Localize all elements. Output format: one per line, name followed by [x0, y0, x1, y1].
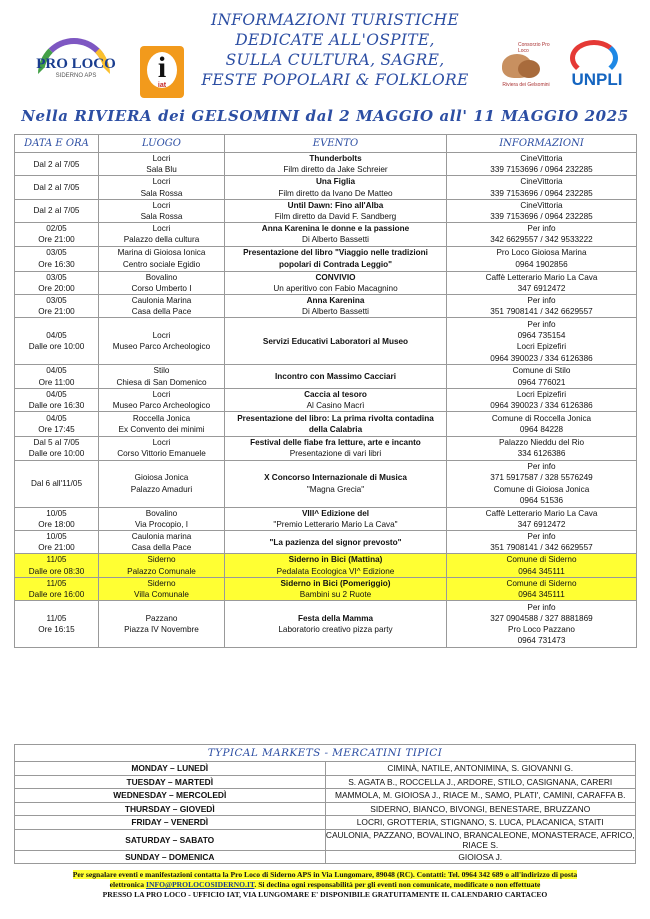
- event-title-cell-line: Festa della Mamma: [297, 614, 374, 624]
- iat-letter: i: [157, 51, 167, 84]
- market-day: FRIDAY – VENERDÌ: [15, 816, 326, 830]
- event-title-cell: [225, 388, 447, 411]
- event-info-cell: [447, 271, 637, 294]
- event-date-cell-line: Ore 18:00: [38, 519, 75, 529]
- unpli-logo-text: UNPLI: [571, 70, 623, 89]
- event-row: [15, 531, 637, 554]
- event-title-cell-line: Caccia al tesoro: [304, 389, 367, 399]
- event-date-cell-line: Dal 2 al 7/05: [33, 159, 80, 169]
- footer-disclaimer: . Si declina ogni responsabilità per gli eventi non comunicate, modificate o non effettuate: [254, 880, 541, 889]
- event-place-cell: [99, 460, 225, 507]
- event-info-cell: [447, 554, 637, 577]
- event-row: [15, 176, 637, 199]
- event-info-cell: [447, 295, 637, 318]
- event-date-cell: [15, 271, 99, 294]
- event-info-cell-line: 0964 735154: [517, 331, 566, 341]
- event-info-cell-line: 0964 390023 / 334 6126386: [490, 353, 593, 363]
- event-date-cell: [15, 388, 99, 411]
- event-row: [15, 223, 637, 246]
- event-title-cell-line: Laboratorio creativo pizza party: [278, 625, 393, 635]
- market-day: TUESDAY – MARTEDÌ: [15, 775, 326, 789]
- market-row: [15, 775, 636, 789]
- header: [14, 10, 636, 102]
- event-title-cell-line: "La pazienza del signor prevosto": [269, 537, 402, 547]
- event-row: [15, 318, 637, 365]
- event-date-cell: [15, 437, 99, 460]
- event-place-cell: [99, 365, 225, 388]
- event-place-cell-line: Sala Rossa: [140, 188, 183, 198]
- event-info-cell-line: Comune di Siderno: [506, 578, 577, 588]
- event-row: [15, 577, 637, 600]
- event-row: [15, 199, 637, 222]
- column-header-info: INFORMAZIONI: [447, 135, 637, 153]
- event-info-cell-line: Caffè Letterario Mario La Cava: [485, 272, 598, 282]
- subtitle: Nella RIVIERA dei GELSOMINI dal 2 MAGGIO all' 11 MAGGIO 2025: [21, 107, 629, 125]
- event-date-cell-line: 10/05: [46, 508, 67, 518]
- event-place-cell-line: Museo Parco Archeologico: [112, 342, 211, 352]
- event-info-cell-line: Comune di Roccella Jonica: [491, 414, 592, 424]
- event-title-cell-line: "Magna Grecia": [306, 484, 365, 494]
- footer-email-link[interactable]: INFO@PROLOCOSIDERNO.IT: [146, 880, 255, 889]
- event-place-cell-line: Palazzo Amaduri: [130, 484, 193, 494]
- event-info-cell-line: 342 6629557 / 342 9533222: [490, 235, 593, 245]
- event-info-cell-line: 0964 776021: [517, 377, 566, 387]
- footer: [28, 870, 622, 900]
- event-info-cell-line: 0964 51536: [519, 495, 564, 505]
- event-date-cell: [15, 554, 99, 577]
- event-date-cell-line: 04/05: [46, 331, 67, 341]
- event-date-cell-line: 04/05: [46, 366, 67, 376]
- event-title-cell-line: Siderno in Bici (Mattina): [288, 555, 383, 565]
- event-info-cell-line: 0964 1902856: [515, 259, 568, 269]
- event-title-cell-line: Festival delle fiabe fra letture, arte e incanto: [250, 438, 421, 448]
- event-place-cell-line: Bovalino: [145, 508, 178, 518]
- event-title-cell-line: Servizi Educativi Laboratori al Museo: [262, 336, 409, 346]
- event-date-cell-line: 11/05: [46, 578, 67, 588]
- event-info-cell-line: Locri Epizefiri: [516, 342, 567, 352]
- event-info-cell: [447, 437, 637, 460]
- event-info-cell: [447, 153, 637, 176]
- event-info-cell-line: 0964 84228: [519, 425, 564, 435]
- event-place-cell-line: Locri: [152, 224, 171, 234]
- event-place-cell: [99, 388, 225, 411]
- event-date-cell: [15, 318, 99, 365]
- event-place-cell-line: Sala Rossa: [140, 212, 183, 222]
- event-date-cell-line: Dal 6 all'11/05: [30, 479, 83, 489]
- event-place-cell-line: Palazzo della cultura: [123, 235, 200, 245]
- event-info-cell: [447, 223, 637, 246]
- event-date-cell-line: Dalle ore 16:30: [28, 401, 85, 411]
- title-line: DEDICATE ALL'OSPITE,: [235, 31, 435, 49]
- event-info-cell-line: Comune di Siderno: [506, 555, 577, 565]
- event-place-cell-line: Roccella Jonica: [132, 414, 191, 424]
- event-info-cell-line: Comune di Gioiosa Jonica: [493, 484, 590, 494]
- event-place-cell: [99, 437, 225, 460]
- event-info-cell: [447, 507, 637, 530]
- event-place-cell-line: Pazzano: [145, 614, 178, 624]
- market-day: SATURDAY – SABATO: [15, 829, 326, 850]
- event-info-cell: [447, 246, 637, 271]
- event-place-cell: [99, 601, 225, 648]
- event-title-cell-line: Di Alberto Bassetti: [302, 235, 369, 245]
- event-place-cell: [99, 295, 225, 318]
- event-info-cell-line: Comune di Stilo: [512, 366, 571, 376]
- event-row: [15, 437, 637, 460]
- event-place-cell: [99, 531, 225, 554]
- event-place-cell-line: Marina di Gioiosa Ionica: [117, 248, 206, 258]
- event-row: [15, 271, 637, 294]
- event-info-cell-line: Per info: [527, 224, 556, 234]
- event-title-cell-line: Siderno in Bici (Pomeriggio): [280, 578, 391, 588]
- market-places: S. AGATA B., ROCCELLA J., ARDORE, STILO, CASIGNANA, CARERI: [325, 775, 636, 789]
- event-date-cell: [15, 295, 99, 318]
- event-info-cell-line: Per info: [527, 532, 556, 542]
- event-info-cell: [447, 531, 637, 554]
- event-date-cell-line: 11/05: [46, 555, 67, 565]
- event-place-cell-line: Locri: [152, 389, 171, 399]
- riviera-logo-bottom-text: Riviera dei Gelsomini: [502, 82, 550, 88]
- event-info-cell: [447, 388, 637, 411]
- event-info-cell-line: Palazzo Nieddu del Rio: [498, 438, 585, 448]
- event-date-cell: [15, 199, 99, 222]
- event-place-cell-line: Gioiosa Jonica: [134, 473, 189, 483]
- event-date-cell-line: Dal 5 al 7/05: [33, 438, 80, 448]
- event-date-cell-line: Ore 11:00: [38, 377, 75, 387]
- event-date-cell: [15, 577, 99, 600]
- event-info-cell-line: 334 6126386: [517, 449, 566, 459]
- market-row: [15, 829, 636, 850]
- market-day: WEDNESDAY – MERCOLEDÌ: [15, 789, 326, 803]
- event-info-cell-line: 351 7908141 / 342 6629557: [490, 307, 593, 317]
- event-info-cell-line: 0964 731473: [517, 636, 566, 646]
- event-place-cell-line: Corso Umberto I: [131, 283, 192, 293]
- proloco-logo: [28, 36, 122, 86]
- event-title-cell-line: Presentazione del libro: La prima rivolta contadina della Calabria: [237, 414, 434, 435]
- event-title-cell: [225, 176, 447, 199]
- event-place-cell: [99, 271, 225, 294]
- event-place-cell-line: Locri: [152, 438, 171, 448]
- event-date-cell-line: 03/05: [46, 272, 67, 282]
- event-title-cell-line: Presentazione di vari libri: [289, 449, 382, 459]
- event-info-cell-line: 339 7153696 / 0964 232285: [490, 188, 593, 198]
- title-line: FESTE POPOLARI & FOLKLORE: [201, 71, 469, 89]
- event-row: [15, 295, 637, 318]
- market-row: [15, 762, 636, 776]
- event-place-cell: [99, 153, 225, 176]
- event-place-cell-line: Casa della Pace: [131, 543, 192, 553]
- event-title-cell: [225, 531, 447, 554]
- event-title-cell-line: Una Figlia: [315, 177, 356, 187]
- event-title-cell-line: VIII^ Edizione del: [301, 508, 370, 518]
- event-date-cell-line: Dalle ore 10:00: [28, 449, 85, 459]
- event-row: [15, 601, 637, 648]
- event-date-cell-line: Ore 20:00: [38, 283, 75, 293]
- markets-table: [14, 744, 636, 864]
- event-title-cell: [225, 601, 447, 648]
- event-date-cell: [15, 223, 99, 246]
- event-title-cell: [225, 153, 447, 176]
- event-title-cell-line: Film diretto da Jake Schreier: [283, 165, 388, 175]
- riviera-logo: [498, 40, 554, 94]
- column-header-date: DATA E ORA: [15, 135, 99, 153]
- event-title-cell: [225, 412, 447, 437]
- event-title-cell: [225, 460, 447, 507]
- title-line: SULLA CULTURA, SAGRE,: [225, 51, 445, 69]
- event-info-cell: [447, 601, 637, 648]
- event-date-cell-line: Dalle ore 16:00: [28, 590, 85, 600]
- event-title-cell-line: Bambini su 2 Ruote: [299, 590, 372, 600]
- event-place-cell: [99, 176, 225, 199]
- event-title-cell-line: "Premio Letterario Mario La Cava": [273, 519, 398, 529]
- event-title-cell-line: Film diretto da Ivano De Matteo: [278, 188, 393, 198]
- event-date-cell: [15, 412, 99, 437]
- event-info-cell-line: CineVittoria: [520, 154, 563, 163]
- market-day: SUNDAY – DOMENICA: [15, 850, 326, 864]
- proloco-logo-caption: SIDERNO APS: [55, 73, 97, 79]
- event-date-cell-line: Dal 2 al 7/05: [33, 183, 80, 192]
- event-date-cell: [15, 246, 99, 271]
- event-title-cell: [225, 554, 447, 577]
- event-info-cell-line: CineVittoria: [520, 177, 563, 187]
- event-place-cell-line: Via Procopio, I: [134, 519, 189, 529]
- event-info-cell-line: 0964 390023 / 334 6126386: [490, 401, 593, 411]
- event-info-cell: [447, 412, 637, 437]
- event-place-cell-line: Locri: [152, 177, 171, 187]
- market-row: [15, 850, 636, 864]
- event-info-cell-line: 339 7153696 / 0964 232285: [490, 212, 593, 222]
- event-place-cell-line: Siderno: [147, 555, 176, 565]
- event-place-cell: [99, 246, 225, 271]
- event-title-cell: [225, 199, 447, 222]
- event-info-cell-line: Caffè Letterario Mario La Cava: [485, 508, 598, 518]
- event-place-cell: [99, 199, 225, 222]
- event-date-cell: [15, 176, 99, 199]
- event-date-cell-line: 10/05: [46, 532, 67, 542]
- event-place-cell-line: Bovalino: [145, 272, 178, 282]
- event-date-cell-line: Dalle ore 08:30: [28, 566, 85, 576]
- event-date-cell: [15, 365, 99, 388]
- event-info-cell-line: Per info: [527, 296, 556, 306]
- event-date-cell: [15, 601, 99, 648]
- event-place-cell-line: Caulonia marina: [131, 532, 192, 542]
- event-date-cell-line: Ore 16:15: [38, 625, 75, 635]
- event-place-cell-line: Piazza IV Novembre: [124, 625, 199, 635]
- title-line: INFORMAZIONI TURISTICHE: [211, 11, 459, 29]
- event-place-cell-line: Corso Vittorio Emanuele: [117, 449, 206, 459]
- event-title-cell-line: Anna Karenina le donne e la passione: [261, 224, 410, 234]
- riviera-logo-top-text: Consorzio Pro Loco: [518, 42, 550, 54]
- footer-email-prefix: elettronica: [109, 880, 145, 889]
- events-table: [14, 134, 637, 648]
- event-row: [15, 246, 637, 271]
- event-date-cell-line: 11/05: [46, 614, 67, 624]
- event-row: [15, 460, 637, 507]
- event-date-cell-line: 04/05: [46, 414, 67, 424]
- event-place-cell-line: Siderno: [147, 578, 176, 588]
- markets-header-row: [15, 745, 636, 762]
- event-title-cell: [225, 271, 447, 294]
- event-place-cell-line: Stilo: [153, 366, 170, 376]
- footer-contact-line: Per segnalare eventi e manifestazioni contatta la Pro Loco di Siderno APS in Via Lungomare, 89048 (RC). Contatti: Tel. 0964 342 689 o all'indirizzo di posta: [72, 870, 578, 879]
- page-title: [200, 10, 470, 90]
- event-place-cell-line: Locri: [152, 331, 171, 341]
- market-day: THURSDAY – GIOVEDÌ: [15, 802, 326, 816]
- event-title-cell-line: Film diretto da David F. Sandberg: [274, 212, 397, 222]
- event-title-cell-line: Thunderbolts: [309, 154, 362, 163]
- event-info-cell-line: Per info: [527, 462, 556, 472]
- event-place-cell-line: Centro sociale Egidio: [122, 259, 201, 269]
- iat-logo: [140, 46, 184, 98]
- event-row: [15, 153, 637, 176]
- event-title-cell-line: Un aperitivo con Fabio Macagnino: [273, 283, 398, 293]
- event-date-cell-line: 02/05: [46, 224, 67, 234]
- event-place-cell-line: Locri: [152, 154, 171, 163]
- event-info-cell-line: 339 7153696 / 0964 232285: [490, 165, 593, 175]
- event-date-cell-line: Ore 16:30: [38, 259, 75, 269]
- event-date-cell-line: 03/05: [46, 248, 67, 258]
- event-place-cell-line: Ex Convento dei minimi: [118, 425, 205, 435]
- jasmine-flower-icon: [518, 60, 540, 78]
- event-row: [15, 554, 637, 577]
- event-title-cell-line: Di Alberto Bassetti: [302, 307, 369, 317]
- event-info-cell: [447, 176, 637, 199]
- event-info-cell-line: Pro Loco Gioiosa Marina: [496, 248, 587, 258]
- event-info-cell-line: Per info: [527, 320, 556, 330]
- event-place-cell: [99, 412, 225, 437]
- event-place-cell-line: Villa Comunale: [134, 590, 189, 600]
- column-header-event: EVENTO: [225, 135, 447, 153]
- event-info-cell-line: 347 6912472: [517, 283, 566, 293]
- event-place-cell: [99, 577, 225, 600]
- event-info-cell: [447, 199, 637, 222]
- unpli-logo: [564, 38, 630, 98]
- event-place-cell-line: Sala Blu: [146, 165, 177, 175]
- market-day: MONDAY – LUNEDÌ: [15, 762, 326, 776]
- event-row: [15, 412, 637, 437]
- event-place-cell-line: Caulonia Marina: [131, 296, 192, 306]
- event-date-cell-line: 04/05: [46, 389, 67, 399]
- event-title-cell-line: Al Casino Macrì: [306, 401, 365, 411]
- event-info-cell: [447, 318, 637, 365]
- market-places: CIMINÀ, NATILE, ANTONIMINA, S. GIOVANNI G.: [325, 762, 636, 776]
- event-info-cell-line: 0964 345111: [518, 590, 565, 600]
- event-title-cell-line: Incontro con Massimo Cacciari: [274, 372, 397, 382]
- event-title-cell: [225, 577, 447, 600]
- event-place-cell-line: Palazzo Comunale: [127, 566, 196, 576]
- event-date-cell: [15, 531, 99, 554]
- market-row: [15, 816, 636, 830]
- market-row: [15, 789, 636, 803]
- event-row: [15, 388, 637, 411]
- event-info-cell-line: Pro Loco Pazzano: [508, 625, 575, 635]
- event-place-cell: [99, 507, 225, 530]
- market-row: [15, 802, 636, 816]
- event-title-cell: [225, 437, 447, 460]
- event-title-cell-line: Pedalata Ecologica VI^ Edizione: [276, 566, 395, 576]
- proloco-logo-text: PRO LOCO: [36, 56, 116, 72]
- event-info-cell: [447, 577, 637, 600]
- event-info-cell-line: 0964 345111: [518, 566, 565, 576]
- event-info-cell-line: Locri Epizefiri: [516, 389, 567, 399]
- event-info-cell-line: 327 0904588 / 327 8881869: [490, 614, 593, 624]
- event-date-cell-line: Dal 2 al 7/05: [33, 206, 80, 216]
- event-title-cell-line: Until Dawn: Fino all'Alba: [287, 200, 384, 210]
- event-title-cell: [225, 507, 447, 530]
- event-date-cell: [15, 507, 99, 530]
- event-info-cell: [447, 460, 637, 507]
- event-title-cell-line: Presentazione del libro "Viaggio nelle tradizioni popolari di Contrada Leggio": [243, 248, 428, 269]
- event-title-cell-line: X Concorso Internazionale di Musica: [264, 473, 407, 483]
- event-date-cell: [15, 153, 99, 176]
- event-info-cell-line: 371 5917587 / 328 5576249: [490, 473, 593, 483]
- event-title-cell: [225, 365, 447, 388]
- event-info-cell: [447, 365, 637, 388]
- event-title-cell-line: Anna Karenina: [306, 296, 365, 306]
- event-info-cell-line: 351 7908141 / 342 6629557: [490, 543, 593, 553]
- event-title-cell-line: CONVIVIO: [315, 272, 356, 282]
- market-places: CAULONIA, PAZZANO, BOVALINO, BRANCALEONE, MONASTERACE, AFRICO, RIACE S.: [325, 829, 635, 850]
- event-row: [15, 365, 637, 388]
- event-info-cell-line: 347 6912472: [517, 519, 566, 529]
- market-places: GIOIOSA J.: [325, 850, 636, 864]
- market-places: MAMMOLA, M. GIOIOSA J., RIACE M., SAMO, PLATI', CAMINI, CARAFFA B.: [325, 789, 636, 803]
- event-info-cell-line: CineVittoria: [520, 200, 563, 210]
- event-place-cell: [99, 318, 225, 365]
- event-date-cell-line: Ore 21:00: [38, 235, 75, 245]
- event-info-cell-line: Per info: [527, 602, 556, 612]
- event-title-cell: [225, 246, 447, 271]
- event-date-cell: [15, 460, 99, 507]
- event-place-cell-line: Casa della Pace: [131, 307, 192, 317]
- event-date-cell-line: 03/05: [46, 296, 67, 306]
- event-row: [15, 507, 637, 530]
- event-date-cell-line: Ore 21:00: [38, 543, 75, 553]
- event-date-cell-line: Ore 17:45: [38, 425, 75, 435]
- event-date-cell-line: Ore 21:00: [38, 307, 75, 317]
- market-places: LOCRI, GROTTERIA, STIGNANO, S. LUCA, PLACANICA, STAITI: [325, 816, 636, 830]
- event-title-cell: [225, 318, 447, 365]
- event-title-cell: [225, 223, 447, 246]
- event-place-cell-line: Museo Parco Archeologico: [112, 401, 211, 411]
- market-places: SIDERNO, BIANCO, BIVONGI, BENESTARE, BRUZZANO: [325, 802, 636, 816]
- event-place-cell: [99, 223, 225, 246]
- event-date-cell-line: Dalle ore 10:00: [28, 342, 85, 352]
- iat-caption: iat: [157, 82, 167, 89]
- event-place-cell-line: Chiesa di San Domenico: [116, 377, 207, 387]
- events-header-row: [15, 135, 637, 153]
- column-header-place: LUOGO: [99, 135, 225, 153]
- markets-title: TYPICAL MARKETS - MERCATINI TIPICI: [15, 745, 636, 762]
- event-place-cell: [99, 554, 225, 577]
- event-place-cell-line: Locri: [152, 200, 171, 210]
- footer-calendar-note: PRESSO LA PRO LOCO - UFFICIO IAT, VIA LUNGOMARE E' DISPONIBILE GRATUITAMENTE IL CALENDARIO CARTACEO: [102, 890, 548, 899]
- event-title-cell: [225, 295, 447, 318]
